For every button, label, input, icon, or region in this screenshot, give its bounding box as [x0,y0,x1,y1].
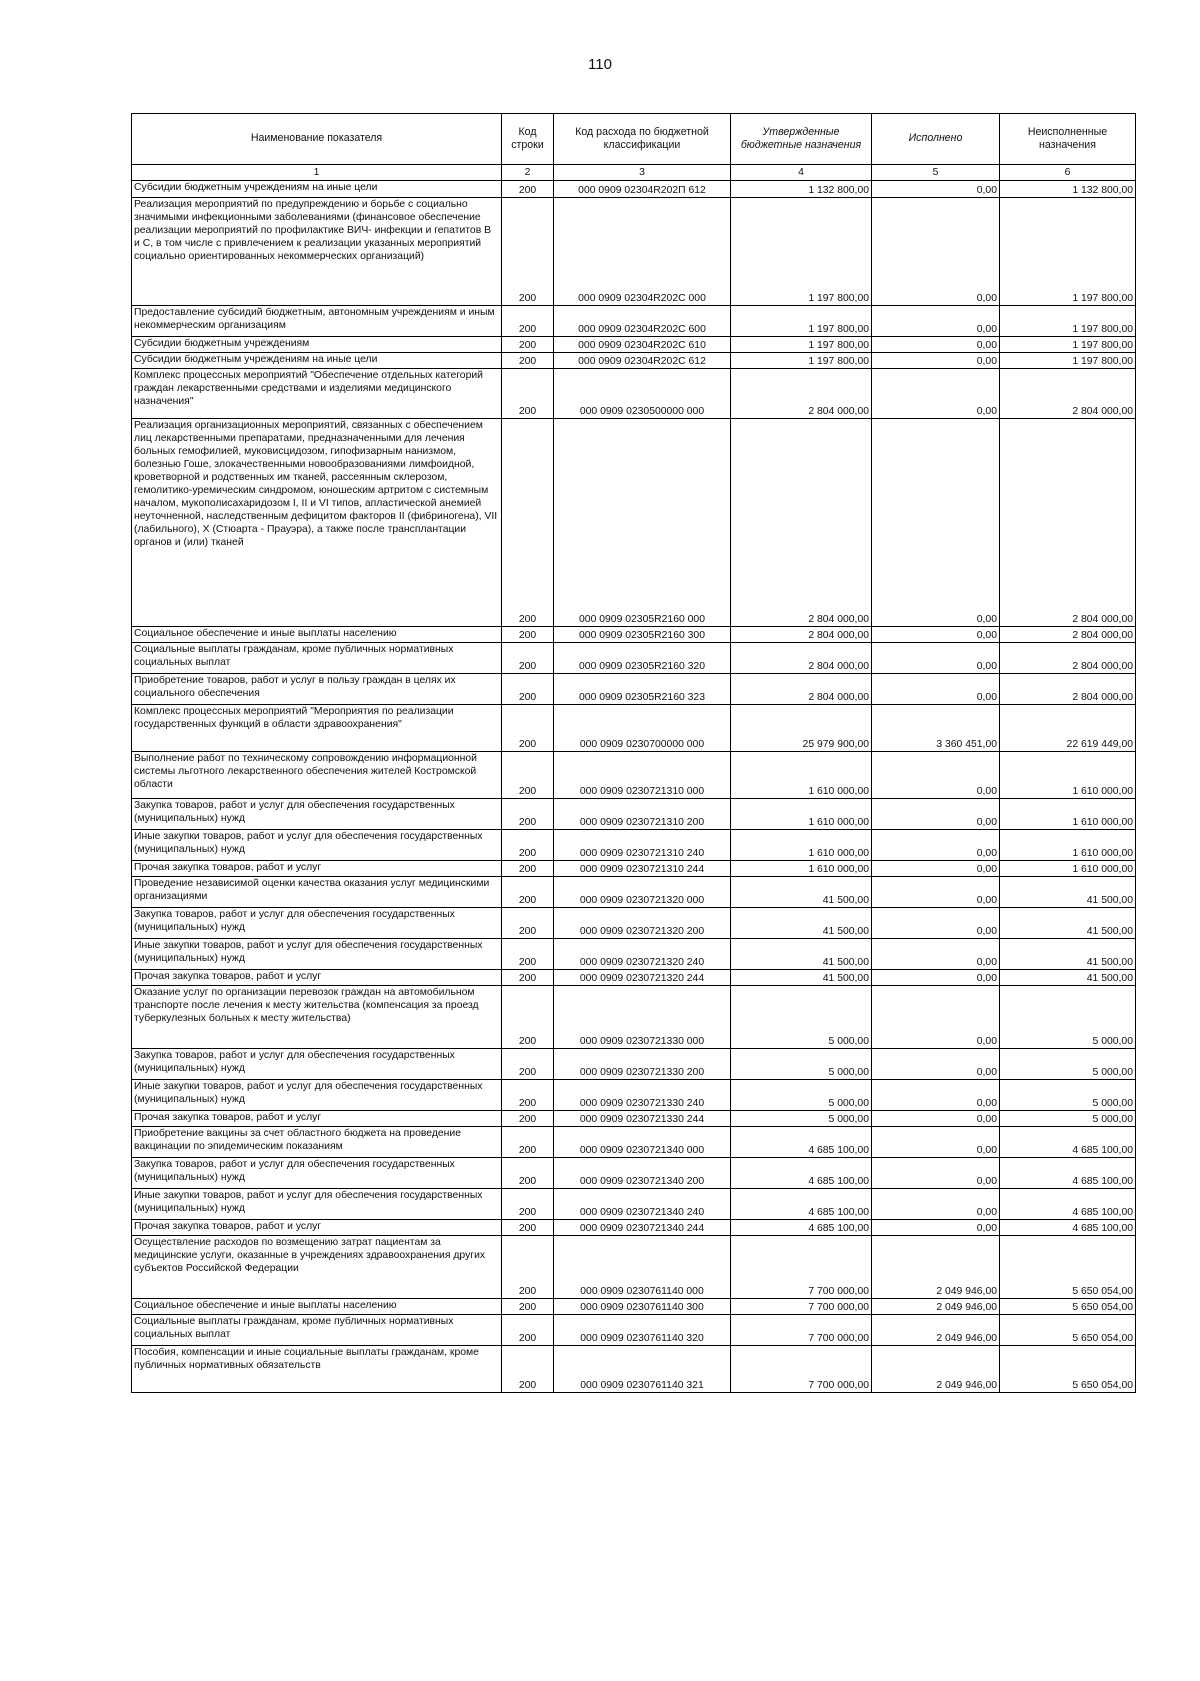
column-number: 1 [132,165,502,181]
executed-amount-cell: 2 049 946,00 [872,1299,1000,1315]
remaining-amount-cell: 41 500,00 [1000,908,1136,939]
approved-amount-cell: 41 500,00 [731,939,872,970]
remaining-amount-cell: 5 650 054,00 [1000,1236,1136,1299]
line-code-cell: 200 [502,752,554,799]
executed-amount-cell: 0,00 [872,970,1000,986]
executed-amount-cell: 0,00 [872,643,1000,674]
approved-amount-cell: 2 804 000,00 [731,419,872,627]
budget-code-cell: 000 0909 0230721340 200 [554,1158,731,1189]
remaining-amount-cell: 2 804 000,00 [1000,369,1136,419]
remaining-amount-cell: 4 685 100,00 [1000,1158,1136,1189]
indicator-name-cell: Субсидии бюджетным учреждениям на иные цели [132,353,502,369]
table-row [132,861,1136,877]
budget-code-cell: 000 0909 0230721330 240 [554,1080,731,1111]
line-code-cell: 200 [502,1127,554,1158]
table-row [132,1346,1136,1393]
budget-code-cell: 000 0909 0230721330 244 [554,1111,731,1127]
header-line-code: Код строки [502,114,554,165]
budget-code-cell: 000 0909 02304R202C 610 [554,337,731,353]
executed-amount-cell: 0,00 [872,1189,1000,1220]
indicator-name-cell: Социальное обеспечение и иные выплаты населению [132,1299,502,1315]
remaining-amount-cell: 1 197 800,00 [1000,198,1136,306]
table-row [132,1236,1136,1299]
remaining-amount-cell: 2 804 000,00 [1000,627,1136,643]
table-row [132,306,1136,337]
table-row [132,970,1136,986]
budget-code-cell: 000 0909 0230761140 321 [554,1346,731,1393]
line-code-cell: 200 [502,908,554,939]
table-row [132,939,1136,970]
budget-code-cell: 000 0909 02304R202C 000 [554,198,731,306]
executed-amount-cell: 0,00 [872,799,1000,830]
approved-amount-cell: 1 132 800,00 [731,181,872,198]
table-row [132,419,1136,627]
table-row [132,643,1136,674]
approved-amount-cell: 7 700 000,00 [731,1236,872,1299]
executed-amount-cell: 2 049 946,00 [872,1346,1000,1393]
column-number: 5 [872,165,1000,181]
remaining-amount-cell: 1 610 000,00 [1000,861,1136,877]
approved-amount-cell: 2 804 000,00 [731,643,872,674]
table-header-row [132,114,1136,165]
budget-code-cell: 000 0909 0230721320 000 [554,877,731,908]
remaining-amount-cell: 1 610 000,00 [1000,752,1136,799]
indicator-name-cell: Приобретение товаров, работ и услуг в пользу граждан в целях их социального обеспечения [132,674,502,705]
budget-code-cell: 000 0909 02304R202C 612 [554,353,731,369]
budget-code-cell: 000 0909 0230721330 200 [554,1049,731,1080]
approved-amount-cell: 1 197 800,00 [731,353,872,369]
approved-amount-cell: 1 197 800,00 [731,306,872,337]
indicator-name-cell: Комплекс процессных мероприятий "Мероприятия по реализации государственных функций в области здравоохранения" [132,705,502,752]
executed-amount-cell: 0,00 [872,861,1000,877]
remaining-amount-cell: 4 685 100,00 [1000,1220,1136,1236]
budget-code-cell: 000 0909 02305R2160 000 [554,419,731,627]
indicator-name-cell: Прочая закупка товаров, работ и услуг [132,1220,502,1236]
indicator-name-cell: Иные закупки товаров, работ и услуг для обеспечения государственных (муниципальных) нужд [132,1189,502,1220]
remaining-amount-cell: 2 804 000,00 [1000,419,1136,627]
approved-amount-cell: 5 000,00 [731,986,872,1049]
executed-amount-cell: 0,00 [872,908,1000,939]
table-row [132,337,1136,353]
remaining-amount-cell: 1 132 800,00 [1000,181,1136,198]
indicator-name-cell: Выполнение работ по техническому сопровождению информационной системы льготного лекарственного обеспечения жителей Костромской области [132,752,502,799]
header-approved: Утвержденные бюджетные назначения [731,114,872,165]
table-row [132,353,1136,369]
remaining-amount-cell: 2 804 000,00 [1000,643,1136,674]
indicator-name-cell: Субсидии бюджетным учреждениям [132,337,502,353]
line-code-cell: 200 [502,986,554,1049]
table-row [132,674,1136,705]
line-code-cell: 200 [502,674,554,705]
budget-code-cell: 000 0909 02305R2160 323 [554,674,731,705]
indicator-name-cell: Иные закупки товаров, работ и услуг для обеспечения государственных (муниципальных) нужд [132,939,502,970]
indicator-name-cell: Иные закупки товаров, работ и услуг для обеспечения государственных (муниципальных) нужд [132,830,502,861]
table-row [132,986,1136,1049]
table-row [132,1220,1136,1236]
approved-amount-cell: 1 610 000,00 [731,861,872,877]
line-code-cell: 200 [502,939,554,970]
remaining-amount-cell: 1 197 800,00 [1000,353,1136,369]
remaining-amount-cell: 5 000,00 [1000,1111,1136,1127]
approved-amount-cell: 5 000,00 [731,1049,872,1080]
budget-code-cell: 000 0909 02304R202C 600 [554,306,731,337]
approved-amount-cell: 41 500,00 [731,877,872,908]
approved-amount-cell: 7 700 000,00 [731,1315,872,1346]
executed-amount-cell: 0,00 [872,1158,1000,1189]
budget-code-cell: 000 0909 0230700000 000 [554,705,731,752]
table-row [132,705,1136,752]
line-code-cell: 200 [502,861,554,877]
executed-amount-cell: 3 360 451,00 [872,705,1000,752]
indicator-name-cell: Социальное обеспечение и иные выплаты населению [132,627,502,643]
table-row [132,1080,1136,1111]
executed-amount-cell: 0,00 [872,1049,1000,1080]
remaining-amount-cell: 41 500,00 [1000,939,1136,970]
executed-amount-cell: 0,00 [872,939,1000,970]
table-row [132,1127,1136,1158]
indicator-name-cell: Закупка товаров, работ и услуг для обеспечения государственных (муниципальных) нужд [132,1049,502,1080]
line-code-cell: 200 [502,877,554,908]
table-row [132,1315,1136,1346]
budget-code-cell: 000 0909 0230721310 244 [554,861,731,877]
approved-amount-cell: 41 500,00 [731,970,872,986]
approved-amount-cell: 7 700 000,00 [731,1346,872,1393]
executed-amount-cell: 2 049 946,00 [872,1315,1000,1346]
approved-amount-cell: 1 610 000,00 [731,799,872,830]
line-code-cell: 200 [502,1236,554,1299]
indicator-name-cell: Реализация мероприятий по предупреждению и борьбе с социально значимыми инфекционными заболеваниями (финансовое обеспечение реализации мероприятий по профилактике ВИЧ- инфекции и гепатитов В и С, в том числе с привлечением к реализации указанных мероприятий социально ориентированных некоммерческих организаций) [132,198,502,306]
approved-amount-cell: 25 979 900,00 [731,705,872,752]
table-row [132,369,1136,419]
budget-code-cell: 000 0909 0230721340 240 [554,1189,731,1220]
budget-code-cell: 000 0909 0230721340 244 [554,1220,731,1236]
line-code-cell: 200 [502,1346,554,1393]
budget-code-cell: 000 0909 0230721320 200 [554,908,731,939]
indicator-name-cell: Комплекс процессных мероприятий "Обеспечение отдельных категорий граждан лекарственными средствами и изделиями медицинского назначения" [132,369,502,419]
line-code-cell: 200 [502,1080,554,1111]
indicator-name-cell: Оказание услуг по организации перевозок граждан на автомобильном транспорте после лечения к месту жительства (компенсация за проезд туберкулезных больных к месту жительства) [132,986,502,1049]
executed-amount-cell: 0,00 [872,337,1000,353]
indicator-name-cell: Социальные выплаты гражданам, кроме публичных нормативных социальных выплат [132,1315,502,1346]
budget-code-cell: 000 0909 02305R2160 320 [554,643,731,674]
budget-code-cell: 000 0909 02304R202П 612 [554,181,731,198]
table-row [132,1189,1136,1220]
remaining-amount-cell: 22 619 449,00 [1000,705,1136,752]
indicator-name-cell: Закупка товаров, работ и услуг для обеспечения государственных (муниципальных) нужд [132,908,502,939]
executed-amount-cell: 0,00 [872,198,1000,306]
approved-amount-cell: 5 000,00 [731,1111,872,1127]
line-code-cell: 200 [502,419,554,627]
budget-code-cell: 000 0909 0230761140 300 [554,1299,731,1315]
budget-code-cell: 000 0909 0230721340 000 [554,1127,731,1158]
table-row [132,1049,1136,1080]
line-code-cell: 200 [502,1299,554,1315]
table-body [132,181,1136,1393]
executed-amount-cell: 0,00 [872,419,1000,627]
budget-code-cell: 000 0909 0230500000 000 [554,369,731,419]
header-indicator-name: Наименование показателя [132,114,502,165]
approved-amount-cell: 4 685 100,00 [731,1220,872,1236]
line-code-cell: 200 [502,1220,554,1236]
line-code-cell: 200 [502,1315,554,1346]
executed-amount-cell: 0,00 [872,1111,1000,1127]
indicator-name-cell: Прочая закупка товаров, работ и услуг [132,970,502,986]
indicator-name-cell: Реализация организационных мероприятий, связанных с обеспечением лиц лекарственными препаратами, предназначенными для лечения больных гемофилией, муковисцидозом, гипофизарным нанизмом, болезнью Гоше, злокачественными новообразованиями лимфоидной, кроветворной и родственных им тканей, рассеянным склерозом, гемолитико-уремическим синдромом, юношеским артритом с системным началом, мукополисахаридозом I, II и VI типов, апластической анемией неуточненной, наследственным дефицитом факторов II (фибриногена), VII (лабильного), X (Стюарта - Прауэра), а также после трансплантации органов и (или) тканей [132,419,502,627]
approved-amount-cell: 5 000,00 [731,1080,872,1111]
header-budget-code: Код расхода по бюджетной классификации [554,114,731,165]
remaining-amount-cell: 5 650 054,00 [1000,1299,1136,1315]
approved-amount-cell: 2 804 000,00 [731,369,872,419]
executed-amount-cell: 0,00 [872,1220,1000,1236]
indicator-name-cell: Субсидии бюджетным учреждениям на иные цели [132,181,502,198]
executed-amount-cell: 0,00 [872,1127,1000,1158]
table-row [132,1111,1136,1127]
line-code-cell: 200 [502,1111,554,1127]
budget-code-cell: 000 0909 02305R2160 300 [554,627,731,643]
budget-code-cell: 000 0909 0230721310 200 [554,799,731,830]
table-row [132,877,1136,908]
table-row [132,198,1136,306]
remaining-amount-cell: 4 685 100,00 [1000,1189,1136,1220]
column-number-row [132,165,1136,181]
executed-amount-cell: 0,00 [872,1080,1000,1111]
remaining-amount-cell: 5 000,00 [1000,1049,1136,1080]
approved-amount-cell: 4 685 100,00 [731,1158,872,1189]
table-row [132,1299,1136,1315]
column-number: 6 [1000,165,1136,181]
column-number: 4 [731,165,872,181]
header-executed: Исполнено [872,114,1000,165]
table-row [132,1158,1136,1189]
indicator-name-cell: Пособия, компенсации и иные социальные выплаты гражданам, кроме публичных нормативных обязательств [132,1346,502,1393]
indicator-name-cell: Иные закупки товаров, работ и услуг для обеспечения государственных (муниципальных) нужд [132,1080,502,1111]
approved-amount-cell: 2 804 000,00 [731,627,872,643]
budget-code-cell: 000 0909 0230721330 000 [554,986,731,1049]
line-code-cell: 200 [502,705,554,752]
approved-amount-cell: 4 685 100,00 [731,1127,872,1158]
executed-amount-cell: 0,00 [872,986,1000,1049]
executed-amount-cell: 0,00 [872,830,1000,861]
line-code-cell: 200 [502,369,554,419]
remaining-amount-cell: 1 197 800,00 [1000,306,1136,337]
executed-amount-cell: 0,00 [872,181,1000,198]
table-row [132,830,1136,861]
indicator-name-cell: Осуществление расходов по возмещению затрат пациентам за медицинские услуги, оказанные в учреждениях здравоохранения других субъектов Российской Федерации [132,1236,502,1299]
approved-amount-cell: 41 500,00 [731,908,872,939]
indicator-name-cell: Закупка товаров, работ и услуг для обеспечения государственных (муниципальных) нужд [132,799,502,830]
remaining-amount-cell: 5 650 054,00 [1000,1315,1136,1346]
executed-amount-cell: 0,00 [872,877,1000,908]
indicator-name-cell: Предоставление субсидий бюджетным, автономным учреждениям и иным некоммерческим организациям [132,306,502,337]
line-code-cell: 200 [502,353,554,369]
remaining-amount-cell: 1 610 000,00 [1000,799,1136,830]
remaining-amount-cell: 5 000,00 [1000,986,1136,1049]
line-code-cell: 200 [502,337,554,353]
remaining-amount-cell: 41 500,00 [1000,970,1136,986]
indicator-name-cell: Закупка товаров, работ и услуг для обеспечения государственных (муниципальных) нужд [132,1158,502,1189]
indicator-name-cell: Проведение независимой оценки качества оказания услуг медицинскими организациями [132,877,502,908]
header-remaining: Неисполненные назначения [1000,114,1136,165]
executed-amount-cell: 0,00 [872,627,1000,643]
approved-amount-cell: 2 804 000,00 [731,674,872,705]
page-number: 110 [588,56,612,73]
budget-execution-table [131,113,1136,1393]
executed-amount-cell: 0,00 [872,353,1000,369]
executed-amount-cell: 0,00 [872,752,1000,799]
remaining-amount-cell: 1 197 800,00 [1000,337,1136,353]
line-code-cell: 200 [502,181,554,198]
indicator-name-cell: Прочая закупка товаров, работ и услуг [132,1111,502,1127]
column-number: 3 [554,165,731,181]
remaining-amount-cell: 5 000,00 [1000,1080,1136,1111]
approved-amount-cell: 1 197 800,00 [731,337,872,353]
line-code-cell: 200 [502,306,554,337]
indicator-name-cell: Социальные выплаты гражданам, кроме публичных нормативных социальных выплат [132,643,502,674]
line-code-cell: 200 [502,830,554,861]
line-code-cell: 200 [502,627,554,643]
executed-amount-cell: 0,00 [872,674,1000,705]
indicator-name-cell: Приобретение вакцины за счет областного бюджета на проведение вакцинации по эпидемическим показаниям [132,1127,502,1158]
line-code-cell: 200 [502,970,554,986]
approved-amount-cell: 7 700 000,00 [731,1299,872,1315]
table-row [132,908,1136,939]
remaining-amount-cell: 4 685 100,00 [1000,1127,1136,1158]
approved-amount-cell: 4 685 100,00 [731,1189,872,1220]
line-code-cell: 200 [502,1189,554,1220]
line-code-cell: 200 [502,198,554,306]
table-row [132,799,1136,830]
remaining-amount-cell: 1 610 000,00 [1000,830,1136,861]
table-row [132,627,1136,643]
line-code-cell: 200 [502,799,554,830]
budget-code-cell: 000 0909 0230721320 244 [554,970,731,986]
budget-code-cell: 000 0909 0230721310 240 [554,830,731,861]
executed-amount-cell: 2 049 946,00 [872,1236,1000,1299]
budget-code-cell: 000 0909 0230761140 320 [554,1315,731,1346]
approved-amount-cell: 1 610 000,00 [731,830,872,861]
budget-code-cell: 000 0909 0230721320 240 [554,939,731,970]
line-code-cell: 200 [502,1158,554,1189]
line-code-cell: 200 [502,1049,554,1080]
remaining-amount-cell: 2 804 000,00 [1000,674,1136,705]
executed-amount-cell: 0,00 [872,369,1000,419]
column-number: 2 [502,165,554,181]
executed-amount-cell: 0,00 [872,306,1000,337]
approved-amount-cell: 1 610 000,00 [731,752,872,799]
remaining-amount-cell: 5 650 054,00 [1000,1346,1136,1393]
budget-code-cell: 000 0909 0230721310 000 [554,752,731,799]
table-row [132,752,1136,799]
remaining-amount-cell: 41 500,00 [1000,877,1136,908]
indicator-name-cell: Прочая закупка товаров, работ и услуг [132,861,502,877]
approved-amount-cell: 1 197 800,00 [731,198,872,306]
line-code-cell: 200 [502,643,554,674]
table-row [132,181,1136,198]
budget-code-cell: 000 0909 0230761140 000 [554,1236,731,1299]
